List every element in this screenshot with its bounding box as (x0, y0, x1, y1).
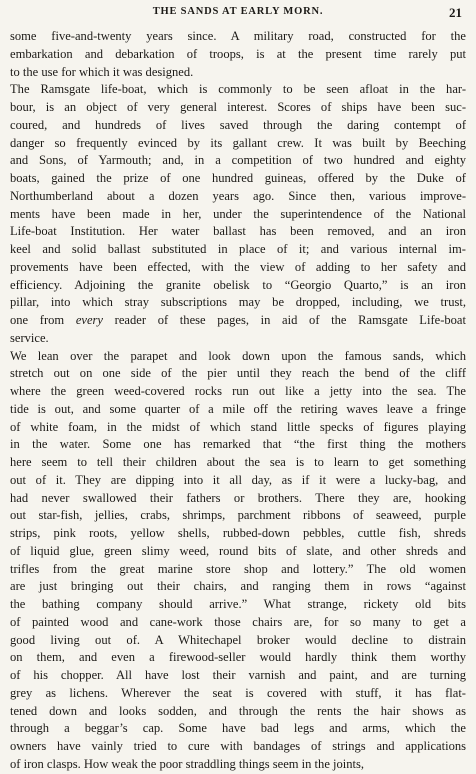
running-head (10, 6, 466, 24)
text-line: through a beggar’s cap. Some have bad legs and arms, which the (10, 721, 466, 736)
text-line: tened down and looks sodden, and through the rents the hair shows as (10, 703, 466, 718)
paragraph (10, 28, 466, 81)
text-line: grey as lichens. Wherever the seat is covered with stuff, it has flat- (10, 685, 466, 700)
page-number: 21 (449, 5, 462, 20)
text-line: in the water. Some one has remarked that “the first thing the mothers (10, 437, 466, 452)
text-line: service. (10, 330, 49, 345)
body-text (10, 28, 466, 774)
text-line: owners have vainly tried to cure with bandages of strings and applications (10, 739, 466, 753)
text-line: efficiency. Adjoining the granite obelisk to “Georgio Quarto,” is an iron (10, 277, 466, 292)
text-line: of white foam, in the midst of which stand little specks of figures playing (10, 419, 466, 434)
text-line: coured, and hundreds of lives saved through the daring contempt of (10, 117, 466, 132)
text-line: trifles from the great marine store shop and lottery.” The old women (10, 561, 466, 576)
text-line: boats, gained the prize of one hundred guineas, offered by the Duke of (10, 171, 466, 185)
text-line: pillar, into which stray subscriptions may be dropped, including, we trust, (10, 295, 466, 310)
text-line: of liquid glue, green slimy weed, round bits of slate, and other shreds and (10, 543, 466, 558)
text-line: Life-boat Institution. Her water ballast has been removed, and an iron (10, 224, 466, 239)
text-line: strips, pink roots, yellow shells, rubbed-down pebbles, cuttle fish, shreds (10, 526, 466, 540)
text-line: Northumberland about a dozen years ago. Since then, various improve- (10, 188, 466, 203)
paragraph (10, 348, 466, 774)
text-line: danger so frequently evinced by its gallant crew. It was built by Beeching (10, 135, 466, 150)
text-line: here seem to tell their children about the sea is to learn to get something (10, 455, 466, 469)
text-line: out of it. They are dipping into it all day, as if it were a lucky-bag, and (10, 472, 466, 487)
text-line: keel and solid ballast substituted in place of it; and various internal im- (10, 242, 466, 256)
text-line: tide is out, and some quarter of a mile off the retiring waves leave a fringe (10, 401, 466, 416)
text-line: provements have been effected, with the view of adding to her safety and (10, 259, 466, 274)
text-line: out star-fish, jellies, crabs, shrimps, parchment ribbons of seaweed, purple (10, 508, 466, 523)
text-line: some five-and-twenty years since. A military road, constructed for the (10, 29, 466, 43)
text-line: are just bringing out their chairs, and ranging them in rows “against (10, 579, 466, 594)
text-line: of painted wood and cane-work those chairs are, for so many to get a (10, 614, 466, 629)
running-title: THE SANDS AT EARLY MORN. (152, 6, 324, 17)
text-line: had never swallowed their fathers or brothers. There they are, hooking (10, 490, 466, 505)
text-line: the bathing company should arrive.” What strange, rickety old bits (10, 597, 466, 611)
text-line: where the green weed-covered rocks run out like a jetty into the sea. The (10, 384, 466, 398)
text-line: bour, is an object of very general interest. Scores of ships have been suc- (10, 100, 466, 114)
text-line: stretch out on one side of the pier until they reach the bend of the cliff (10, 366, 466, 381)
emphasis-word: every (75, 313, 104, 327)
text-line: We lean over the parapet and look down upon the famous sands, which (10, 348, 466, 363)
text-line: The Ramsgate life-boat, which is commonly to be seen afloat in the har- (10, 82, 466, 97)
text-line: to the use for which it was designed. (10, 64, 194, 79)
text-line: good living out of. A Whitechapel broker would decline to distrain (10, 632, 466, 647)
paragraph (10, 81, 466, 347)
text-line: and Sons, of Yarmouth; and, in a competition of two hundred and eighty (10, 153, 466, 168)
text-line: of iron clasps. How weak the poor straddling things seem in the joints, (10, 756, 365, 771)
text-line: embarkation and debarkation of troops, is at the present time rarely put (10, 46, 466, 61)
text-line: ments have been made in her, under the superintendence of the National (10, 206, 466, 221)
text-line: one from every reader of these pages, in aid of the Ramsgate Life-boat (10, 313, 466, 327)
text-line: on them, and even a firewood-seller would hardly think them worthy (10, 650, 466, 665)
text-line: of his chopper. All have lost their varnish and paint, and are turning (10, 668, 466, 682)
